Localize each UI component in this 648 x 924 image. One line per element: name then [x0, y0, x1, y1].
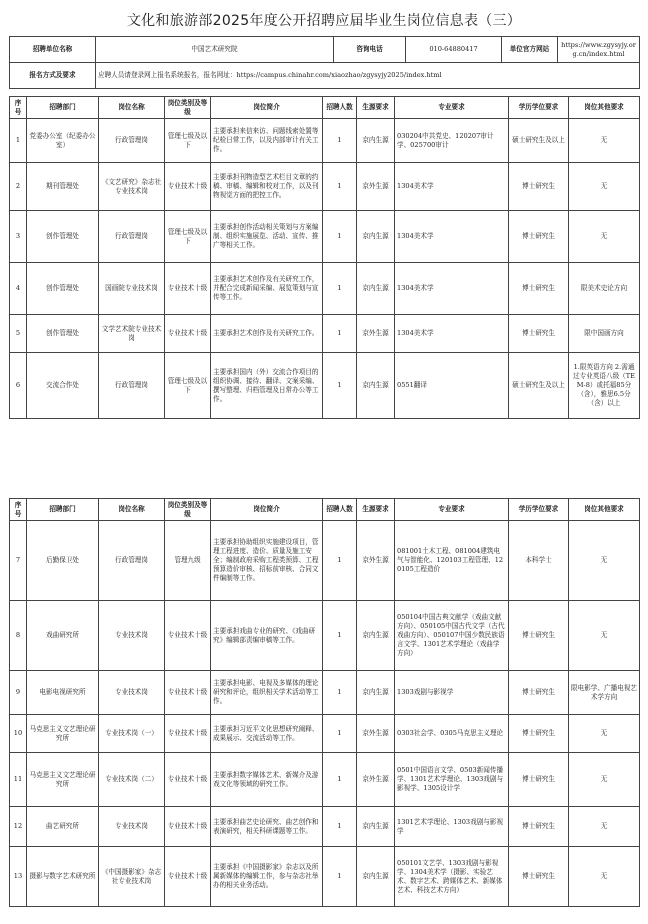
cell-other: 1.限英语方向 2.需通过专业英语八级（TEM-8）或托福85分（含），雅思6.5分（含）以上	[569, 353, 640, 419]
cell-dept: 创作管理处	[27, 315, 99, 353]
cell-major: 1301艺术学理论、1303戏剧与影视学	[395, 807, 509, 847]
cell-no: 9	[10, 671, 27, 715]
cell-edu: 博士研究生	[509, 847, 569, 907]
cell-origin: 京内生源	[357, 263, 395, 315]
cell-no: 4	[10, 263, 27, 315]
cell-num: 1	[323, 315, 357, 353]
cell-dept: 期刊管理处	[27, 163, 99, 211]
cell-intro: 主要承担曲艺史论研究、曲艺创作和表演研究，相关科研课题等工作。	[211, 807, 323, 847]
cell-edu: 博士研究生	[509, 807, 569, 847]
phone-label: 咨询电话	[334, 37, 406, 63]
cell-num: 1	[323, 353, 357, 419]
cell-origin: 京内生源	[357, 353, 395, 419]
cell-intro: 主要承担协助组织实施建设项目，管理工程进度、造价、质量及施工安全；编制政府采购工程类预算、工程预算造价审核、招标前审核、合同文件编制等工作。	[211, 521, 323, 601]
cell-origin: 京内生源	[357, 671, 395, 715]
header-intro: 岗位简介	[211, 499, 323, 521]
cell-level: 专业技术十级	[165, 807, 211, 847]
cell-other: 无	[569, 715, 640, 753]
cell-num: 1	[323, 119, 357, 163]
cell-level: 管理七级及以下	[165, 353, 211, 419]
cell-no: 6	[10, 353, 27, 419]
cell-no: 10	[10, 715, 27, 753]
cell-num: 1	[323, 807, 357, 847]
cell-dept: 创作管理处	[27, 263, 99, 315]
cell-other: 无	[569, 847, 640, 907]
cell-post: 专业技术岗	[99, 807, 165, 847]
cell-num: 1	[323, 521, 357, 601]
cell-num: 1	[323, 601, 357, 671]
table-row	[10, 211, 640, 263]
unit-name-value: 中国艺术研究院	[96, 37, 334, 63]
cell-origin: 京内生源	[357, 807, 395, 847]
cell-origin: 京内生源	[357, 601, 395, 671]
cell-post: 专业技术岗	[99, 671, 165, 715]
cell-other: 无	[569, 211, 640, 263]
cell-other: 无	[569, 807, 640, 847]
cell-major: 1304美术学	[395, 263, 509, 315]
info-table	[9, 36, 640, 89]
header-major: 专业要求	[395, 97, 509, 119]
cell-dept: 戏曲研究所	[27, 601, 99, 671]
cell-origin: 京内生源	[357, 211, 395, 263]
cell-origin: 京外生源	[357, 715, 395, 753]
header-other: 岗位其他要求	[569, 97, 640, 119]
cell-no: 2	[10, 163, 27, 211]
cell-other: 无	[569, 601, 640, 671]
cell-level: 管理九级	[165, 521, 211, 601]
table-row	[10, 353, 640, 419]
method-label: 报名方式及要求	[10, 63, 96, 89]
cell-other: 限电影学、广播电视艺术学方向	[569, 671, 640, 715]
cell-post: 行政管理岗	[99, 211, 165, 263]
cell-major: 1304美术学	[395, 163, 509, 211]
cell-post: 专业技术岗（二）	[99, 753, 165, 807]
table-row	[10, 315, 640, 353]
header-post: 岗位名称	[99, 499, 165, 521]
cell-intro: 主要承担艺术创作及有关研究工作。	[211, 315, 323, 353]
website-label: 单位官方网站	[502, 37, 558, 63]
job-table-page1	[9, 96, 640, 419]
cell-no: 11	[10, 753, 27, 807]
cell-intro: 主要承担《中国摄影家》杂志以及所属新媒体的编辑工作，参与杂志社举办的相关业务活动。	[211, 847, 323, 907]
cell-dept: 马克思主义文艺理论研究所	[27, 715, 99, 753]
cell-major: 0303社会学、0305马克思主义理论	[395, 715, 509, 753]
cell-major: 050104中国古典文献学（戏曲文献方向）、050105中国古代文学（古代戏曲方向）、050107中国少数民族语言文学、1301艺术学理论（戏曲学方向）	[395, 601, 509, 671]
cell-level: 专业技术十级	[165, 263, 211, 315]
header-major: 专业要求	[395, 499, 509, 521]
cell-num: 1	[323, 753, 357, 807]
cell-num: 1	[323, 847, 357, 907]
phone-value: 010-64880417	[406, 37, 502, 63]
cell-intro: 主要承担创作活动相关策划与方案编制、组织实施展览、活动、宣传、推广等相关工作。	[211, 211, 323, 263]
cell-dept: 电影电视研究所	[27, 671, 99, 715]
header-post: 岗位名称	[99, 97, 165, 119]
table-row	[10, 671, 640, 715]
website-value[interactable]: https://www.zgysyjy.org.cn/index.html	[558, 37, 640, 63]
table-row	[10, 715, 640, 753]
page-title: 文化和旅游部2025年度公开招聘应届毕业生岗位信息表（三）	[126, 13, 522, 29]
cell-edu: 硕士研究生及以上	[509, 119, 569, 163]
header-intro: 岗位简介	[211, 97, 323, 119]
table-row	[10, 163, 640, 211]
cell-intro: 主要承担电影、电视及多媒体的理论研究和评论，组织相关学术活动等工作。	[211, 671, 323, 715]
cell-dept: 党委办公室（纪委办公室）	[27, 119, 99, 163]
cell-other: 无	[569, 119, 640, 163]
cell-edu: 博士研究生	[509, 163, 569, 211]
cell-post: 国画院专业技术岗	[99, 263, 165, 315]
cell-intro: 主要承担艺术创作及有关研究工作，并配合完成新闻采编、展览策划与宣传等工作。	[211, 263, 323, 315]
cell-edu: 博士研究生	[509, 263, 569, 315]
cell-other: 无	[569, 753, 640, 807]
header-level: 岗位类别及等级	[165, 97, 211, 119]
cell-post: 行政管理岗	[99, 353, 165, 419]
cell-edu: 博士研究生	[509, 601, 569, 671]
cell-level: 专业技术十级	[165, 715, 211, 753]
cell-post: 文学艺术院专业技术岗	[99, 315, 165, 353]
cell-post: 专业技术岗	[99, 601, 165, 671]
header-level: 岗位类别及等级	[165, 499, 211, 521]
table-row	[10, 521, 640, 601]
cell-other: 无	[569, 163, 640, 211]
cell-origin: 京内生源	[357, 847, 395, 907]
cell-dept: 创作管理处	[27, 211, 99, 263]
table-row	[10, 263, 640, 315]
cell-no: 13	[10, 847, 27, 907]
cell-level: 管理七级及以下	[165, 119, 211, 163]
cell-level: 专业技术十级	[165, 163, 211, 211]
cell-post: 专业技术岗（一）	[99, 715, 165, 753]
cell-origin: 京外生源	[357, 315, 395, 353]
cell-num: 1	[323, 671, 357, 715]
unit-name-label: 招聘单位名称	[10, 37, 96, 63]
method-value[interactable]: 应聘人员请登录网上报名系统报名，报名网址：https://campus.chinahr.com/xiaozhao/zgysyjy2025/index.html	[96, 63, 640, 89]
cell-intro: 主要承担来信来访、问题线索处置等纪检日常工作，以及内部审计有关工作。	[211, 119, 323, 163]
cell-no: 3	[10, 211, 27, 263]
cell-intro: 主要承担国内（外）交流合作项目的组织协调、接待、翻译、文案采编、撰写整理、归档管理及日常办公等工作。	[211, 353, 323, 419]
cell-major: 030204中共党史、120207审计学、025700审计	[395, 119, 509, 163]
header-edu: 学历学位要求	[509, 97, 569, 119]
cell-level: 专业技术十级	[165, 847, 211, 907]
cell-post: 《文艺研究》杂志社专业技术岗	[99, 163, 165, 211]
cell-edu: 硕士研究生及以上	[509, 353, 569, 419]
cell-num: 1	[323, 263, 357, 315]
table-row	[10, 119, 640, 163]
cell-edu: 博士研究生	[509, 315, 569, 353]
cell-major: 1303戏剧与影视学	[395, 671, 509, 715]
cell-post: 《中国摄影家》杂志社专业技术岗	[99, 847, 165, 907]
cell-no: 8	[10, 601, 27, 671]
table-header-row	[10, 499, 640, 521]
cell-edu: 博士研究生	[509, 753, 569, 807]
cell-level: 专业技术十级	[165, 315, 211, 353]
cell-no: 12	[10, 807, 27, 847]
header-dept: 招聘部门	[27, 97, 99, 119]
header-num: 招聘人数	[323, 499, 357, 521]
cell-other: 限中国画方向	[569, 315, 640, 353]
table-header-row	[10, 97, 640, 119]
header-edu: 学历学位要求	[509, 499, 569, 521]
header-origin: 生源要求	[357, 97, 395, 119]
cell-edu: 本科学士	[509, 521, 569, 601]
cell-edu: 博士研究生	[509, 211, 569, 263]
cell-intro: 主要承担数字媒体艺术、新媒介及游戏文化等领域的研究工作。	[211, 753, 323, 807]
table-row	[10, 601, 640, 671]
header-origin: 生源要求	[357, 499, 395, 521]
cell-no: 1	[10, 119, 27, 163]
cell-other: 无	[569, 521, 640, 601]
cell-major: 0551翻译	[395, 353, 509, 419]
cell-level: 专业技术十级	[165, 753, 211, 807]
cell-origin: 京外生源	[357, 753, 395, 807]
cell-intro: 主要承担戏曲专业的研究、《戏曲研究》编辑部责编审稿等工作。	[211, 601, 323, 671]
cell-dept: 摄影与数字艺术研究所	[27, 847, 99, 907]
cell-no: 5	[10, 315, 27, 353]
cell-origin: 京外生源	[357, 163, 395, 211]
cell-major: 081001土木工程、081004建筑电气与智能化、120103工程管理、120105工程造价	[395, 521, 509, 601]
cell-num: 1	[323, 163, 357, 211]
cell-origin: 京外生源	[357, 521, 395, 601]
cell-num: 1	[323, 715, 357, 753]
cell-dept: 曲艺研究所	[27, 807, 99, 847]
cell-origin: 京内生源	[357, 119, 395, 163]
cell-level: 管理七级及以下	[165, 211, 211, 263]
cell-dept: 交流合作处	[27, 353, 99, 419]
cell-other: 限美术史论方向	[569, 263, 640, 315]
header-num: 招聘人数	[323, 97, 357, 119]
header-no: 序号	[10, 499, 27, 521]
cell-edu: 博士研究生	[509, 671, 569, 715]
header-dept: 招聘部门	[27, 499, 99, 521]
cell-dept: 马克思主义文艺理论研究所	[27, 753, 99, 807]
header-other: 岗位其他要求	[569, 499, 640, 521]
cell-num: 1	[323, 211, 357, 263]
cell-intro: 主要承担习近平文化思想研究阐释、成果展示、交流活动等工作。	[211, 715, 323, 753]
table-row	[10, 847, 640, 907]
cell-post: 行政管理岗	[99, 521, 165, 601]
cell-level: 专业技术十级	[165, 601, 211, 671]
header-no: 序号	[10, 97, 27, 119]
cell-major: 1304美术学	[395, 315, 509, 353]
cell-dept: 后勤保卫处	[27, 521, 99, 601]
table-row	[10, 753, 640, 807]
cell-major: 1304美术学	[395, 211, 509, 263]
cell-major: 0501中国语言文学、0503新闻传播学、1301艺术学理论、1303戏剧与影视学、1305设计学	[395, 753, 509, 807]
cell-edu: 博士研究生	[509, 715, 569, 753]
cell-major: 050101文艺学、1303戏剧与影视学、1304美术学（摄影、实验艺术、数字艺术、跨媒体艺术、新媒体艺术、科技艺术方向）	[395, 847, 509, 907]
cell-intro: 主要承担刊物造型艺术栏目文章的约稿、审稿、编辑和校对工作，以及刊物视觉方面的把控工作。	[211, 163, 323, 211]
cell-no: 7	[10, 521, 27, 601]
cell-level: 专业技术十级	[165, 671, 211, 715]
table-row	[10, 807, 640, 847]
cell-post: 行政管理岗	[99, 119, 165, 163]
job-table-page2	[9, 498, 640, 907]
